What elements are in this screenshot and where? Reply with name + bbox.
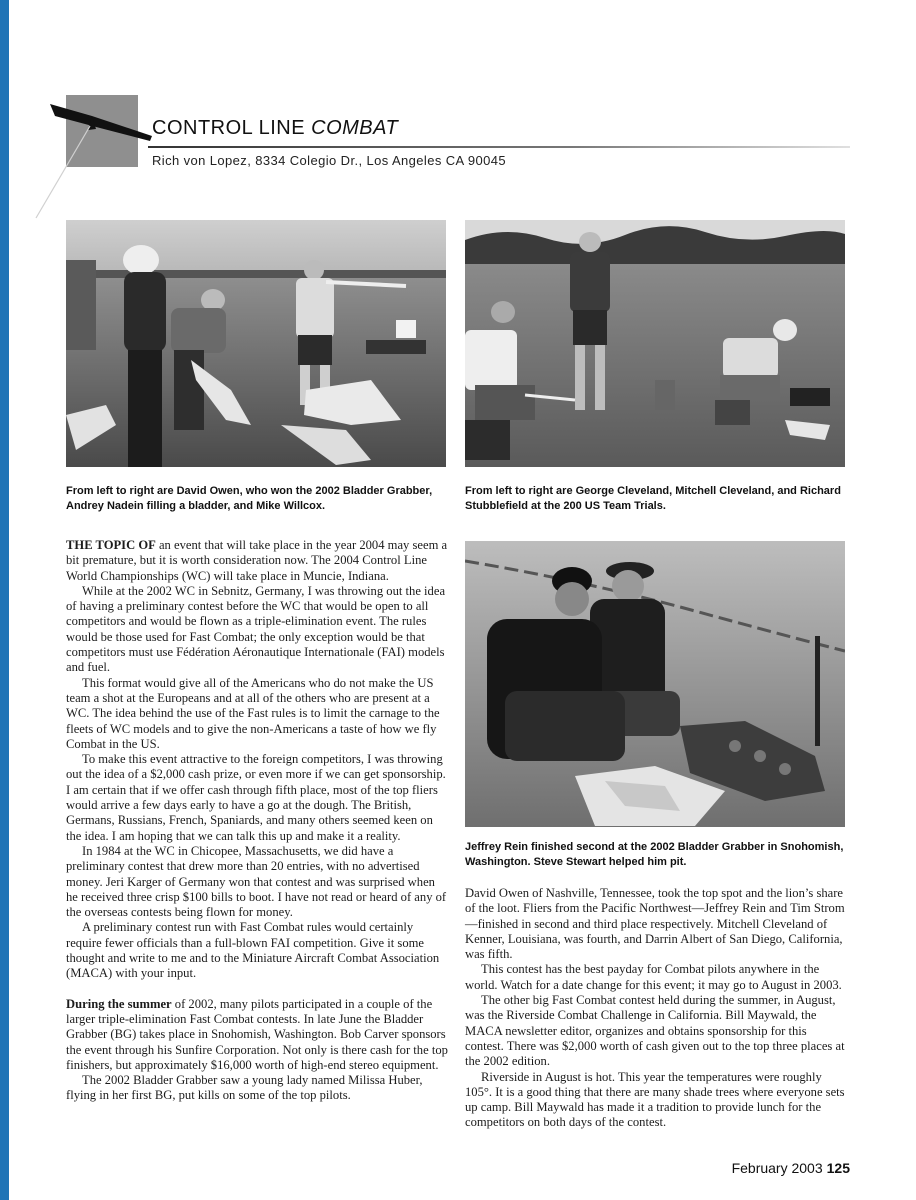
- page-number: 125: [826, 1160, 850, 1176]
- article-paragraph: The other big Fast Combat contest held during the summer, in August, was the Riverside Combat Challenge in California. Bill Maywald, the MACA newsletter editor, organizes and obtains sponsorship for this contest. There was $2,000 worth of cash given out to the top three places at the 2002 edition.: [465, 993, 845, 1069]
- column-title-emphasis: COMBAT: [311, 117, 399, 139]
- photo-bladder-grabber-pits: [66, 220, 446, 467]
- article-paragraph: During the summer of 2002, many pilots participated in a couple of the larger triple-elimination Fast Combat contests. In late June the Bladder Grabber (BG) takes place in Snohomish, Washington. Bob Carver sponsors the event through his Sunfire Corporation. Not only is there cash for the top finishers, but approximately $16,000 worth of high-end stereo equipment.: [66, 996, 448, 1072]
- photo-caption-2: From left to right are George Cleveland, Mitchell Cleveland, and Richard Stubblefield at the 200 US Team Trials.: [465, 485, 841, 512]
- photo-caption-1: From left to right are David Owen, who won the 2002 Bladder Grabber, Andrey Nadein filling a bladder, and Mike Willcox.: [66, 485, 433, 512]
- article-paragraph: To make this event attractive to the foreign competitors, I was throwing out the idea of a $2,000 cash prize, or even more if we can get sponsorship. I am certain that if we offer cash through fifth place, most of the top fliers would arrive a few days early to have a go at the dough. The British, Germans, Russians, French, Spaniards, and many others seemed keen on the idea. I am hoping that we can talk this up and make it a reality.: [66, 752, 446, 843]
- article-paragraph: THE TOPIC OF an event that will take place in the year 2004 may seem a bit premature, but it is worth consideration now. The 2004 Control Line World Championships (WC) will take place in Muncie, Indiana.: [66, 538, 448, 583]
- lead-in: THE TOPIC OF: [66, 538, 156, 552]
- column-title-main: CONTROL LINE: [152, 117, 306, 139]
- photo-caption-3: Jeffrey Rein finished second at the 2002 Bladder Grabber in Snohomish, Washington. Steve Stewart helped him pit.: [465, 841, 844, 868]
- article-column-left: [66, 538, 448, 1104]
- page-footer: [732, 1160, 850, 1176]
- author-address: Rich von Lopez, 8334 Colegio Dr., Los Angeles CA 90045: [152, 153, 507, 168]
- photo-jeffrey-rein: [465, 541, 845, 827]
- side-accent-bar: [0, 0, 9, 1200]
- article-paragraph: A preliminary contest run with Fast Combat rules would certainly require fewer officials than a full-blown FAI competition. Give it some thought and write to me and to the Miniature Aircraft Combat Association (MACA) with your input.: [66, 920, 440, 981]
- article-column-right: [465, 886, 847, 1131]
- article-paragraph: Riverside in August is hot. This year the temperatures were roughly 105°. It is a good thing that there are many shade trees where everyone sets up camp. Bill Maywald has made it a tradition to provide lunch for the competitors on both days of the contest.: [465, 1069, 845, 1130]
- article-paragraph: While at the 2002 WC in Sebnitz, Germany, I was throwing out the idea of having a preliminary contest before the WC that would be open to all competitors and would be flown as a triple-elimination event. The rules would be those used for Fast Combat; the only exception would be that competitors must use Fédération Aéronautique Internationale (FAI) models and fuel.: [66, 583, 446, 675]
- article-paragraph: David Owen of Nashville, Tennessee, took the top spot and the lion’s share of the loot. Fliers from the Pacific Northwest—Jeffrey Rein and Tim Strom—finished in second and third place respectively. Mitchell Cleveland of Kenner, Louisiana, was fourth, and Darrin Albert of San Diego, California, was fifth.: [465, 886, 845, 962]
- article-paragraph: In 1984 at the WC in Chicopee, Massachusetts, we did have a preliminary contest that drew more than 20 entries, with no advertised money. Jeri Karger of Germany won that contest and was surprised when he received three crisp $100 bills to boot. I have not read or heard of any of the overseas contests being flown for money.: [66, 843, 447, 920]
- article-paragraph: This format would give all of the Americans who do not make the US team a shot at the Europeans and at all of the others who are present at a WC. The idea behind the use of the Fast rules is to limit the carnage to the fleets of WC models and to give the non-Americans a taste of how we fly Combat in the US.: [66, 675, 440, 751]
- column-title: [152, 117, 398, 140]
- article-paragraph: This contest has the best payday for Combat pilots anywhere in the world. Watch for a date change for this event; it may go to August in 2003.: [465, 962, 842, 992]
- photo-team-trials: [465, 220, 845, 467]
- issue-date: February 2003: [731, 1160, 823, 1176]
- combat-plane-icon: [30, 96, 160, 226]
- article-paragraph: The 2002 Bladder Grabber saw a young lady named Milissa Huber, flying in her first BG, put kills on some of the top pilots.: [66, 1073, 423, 1103]
- lead-in: During the summer: [66, 996, 172, 1011]
- header-rule: [148, 146, 850, 148]
